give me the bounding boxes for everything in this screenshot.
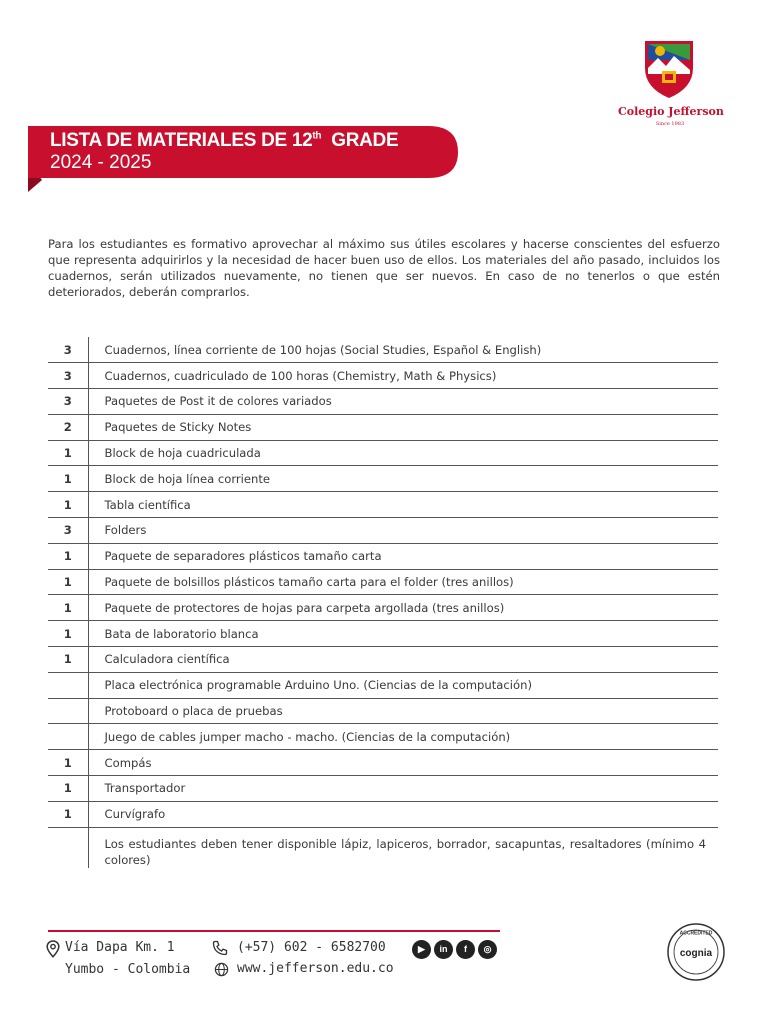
material-description: Curvígrafo [104, 807, 166, 822]
address-line-2: Yumbo - Colombia [65, 962, 191, 977]
material-description: Los estudiantes deben tener disponible lápiz, lapiceros, borrador, sacapuntas, resaltadores (mínimo 4 colores) [104, 836, 706, 867]
material-quantity: 1 [48, 801, 88, 827]
address-line-1: Vía Dapa Km. 1 [65, 940, 175, 955]
material-row [48, 750, 718, 776]
material-row [48, 827, 718, 868]
material-row [48, 363, 718, 389]
school-year: 2024 - 2025 [50, 152, 152, 173]
material-row [48, 801, 718, 827]
material-row [48, 414, 718, 440]
instagram-icon[interactable]: ◎ [478, 940, 497, 959]
material-quantity: 1 [48, 492, 88, 518]
phone-icon [212, 940, 228, 956]
material-description: Transportador [104, 781, 186, 796]
material-row [48, 672, 718, 698]
material-description: Paquetes de Sticky Notes [104, 420, 252, 435]
material-row [48, 698, 718, 724]
material-quantity: 3 [48, 337, 88, 363]
material-row [48, 776, 718, 802]
material-row [48, 543, 718, 569]
material-quantity: 3 [48, 518, 88, 544]
material-description: Cuadernos, cuadriculado de 100 horas (Chemistry, Math & Physics) [104, 368, 497, 383]
website-link[interactable]: www.jefferson.edu.co [237, 961, 394, 976]
material-quantity [48, 672, 88, 698]
material-quantity: 3 [48, 389, 88, 415]
material-description: Placa electrónica programable Arduino Uno. (Ciencias de la computación) [104, 678, 532, 693]
logo-wordmark: Colegio Jefferson [618, 105, 724, 118]
material-description: Compás [104, 755, 152, 770]
cognia-accreditation-badge [666, 922, 726, 982]
social-links [412, 940, 502, 960]
intro-paragraph: Para los estudiantes es formativo aprovechar al máximo sus útiles escolares y hacerse conscientes del esfuerzo que representa adquirirlos y la necesidad de hacer buen uso de ellos. Los materiales del año pasado, incluidos los cuadernos, serán utilizados nuevamente, no tienen que ser nuevos. En caso de no tenerlos o que estén deteriorados, deberán comprarlos. [48, 237, 720, 299]
youtube-icon[interactable]: ▶ [412, 940, 431, 959]
material-quantity: 1 [48, 647, 88, 673]
material-description: Bata de laboratorio blanca [104, 626, 259, 641]
material-description: Paquete de protectores de hojas para carpeta argollada (tres anillos) [104, 600, 505, 615]
material-row [48, 724, 718, 750]
material-quantity [48, 698, 88, 724]
material-row [48, 518, 718, 544]
phone-number[interactable]: (+57) 602 - 6582700 [237, 940, 386, 955]
material-description: Paquete de bolsillos plásticos tamaño carta para el folder (tres anillos) [104, 575, 514, 590]
school-logo [618, 38, 722, 132]
footer-divider [48, 930, 500, 932]
material-description: Protoboard o placa de pruebas [104, 704, 283, 719]
material-quantity: 1 [48, 750, 88, 776]
material-row [48, 492, 718, 518]
logo-since: Since 1983 [655, 121, 685, 127]
material-quantity [48, 827, 88, 868]
material-row [48, 389, 718, 415]
material-quantity: 1 [48, 776, 88, 802]
material-quantity: 3 [48, 363, 88, 389]
material-quantity [48, 724, 88, 750]
material-row [48, 595, 718, 621]
material-quantity: 1 [48, 621, 88, 647]
material-description: Folders [104, 523, 147, 538]
material-description: Paquete de separadores plásticos tamaño carta [104, 549, 382, 564]
globe-icon [214, 962, 229, 977]
material-description: Tabla científica [104, 497, 191, 512]
shield-crest-icon [642, 38, 696, 100]
material-row [48, 466, 718, 492]
material-quantity: 1 [48, 595, 88, 621]
material-row [48, 337, 718, 363]
material-quantity: 1 [48, 543, 88, 569]
material-row [48, 621, 718, 647]
linkedin-icon[interactable]: in [434, 940, 453, 959]
material-description: Block de hoja línea corriente [104, 471, 271, 486]
material-description: Juego de cables jumper macho - macho. (Ciencias de la computación) [104, 729, 511, 744]
material-description: Paquetes de Post it de colores variados [104, 394, 332, 409]
page-title: LISTA DE MATERIALES DE 12th GRADE [50, 130, 399, 151]
material-row [48, 647, 718, 673]
badge-text: cognia [679, 948, 713, 959]
facebook-icon[interactable]: f [456, 940, 475, 959]
location-pin-icon [46, 940, 60, 958]
material-row [48, 569, 718, 595]
material-quantity: 1 [48, 440, 88, 466]
badge-ring-text: ACCREDITED [679, 930, 713, 937]
materials-table [48, 337, 718, 868]
material-description: Calculadora científica [104, 652, 230, 667]
material-row [48, 440, 718, 466]
material-quantity: 2 [48, 414, 88, 440]
material-quantity: 1 [48, 569, 88, 595]
material-description: Block de hoja cuadriculada [104, 446, 261, 461]
material-quantity: 1 [48, 466, 88, 492]
material-description: Cuadernos, línea corriente de 100 hojas (Social Studies, Español & English) [104, 342, 542, 357]
